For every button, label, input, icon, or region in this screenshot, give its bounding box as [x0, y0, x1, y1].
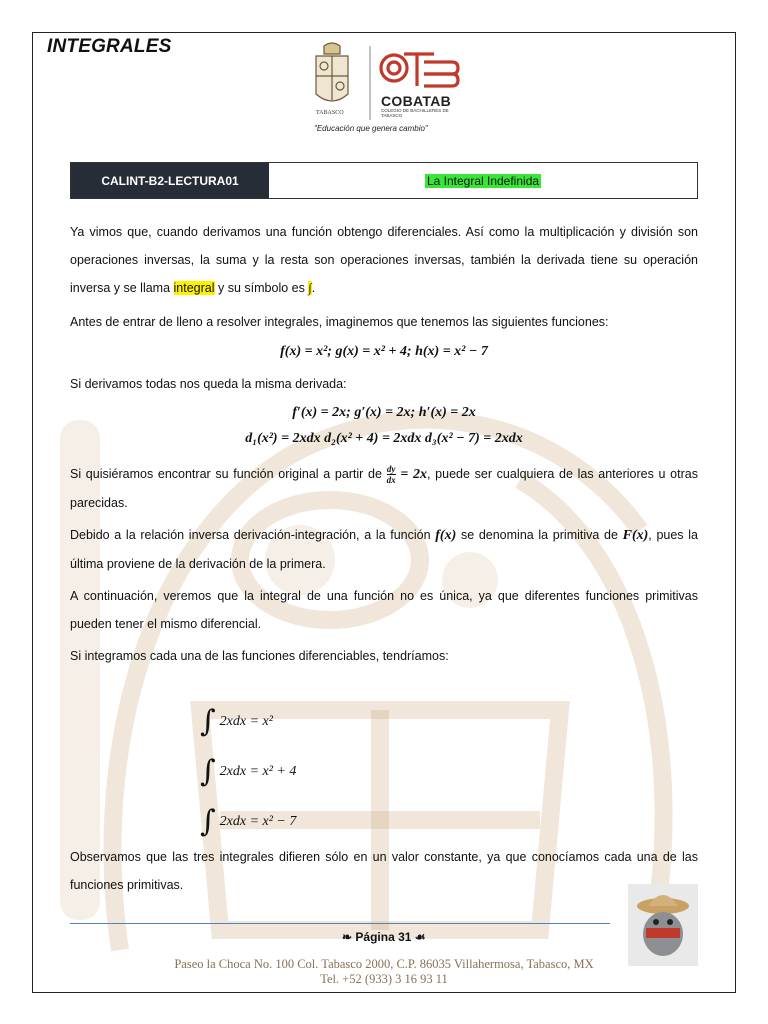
paragraph-original-function: [70, 460, 698, 517]
integral-sign-icon: ∫: [200, 804, 216, 839]
symbol-fx: f(x): [435, 528, 457, 543]
equation-functions: f(x) = x²; g(x) = x² + 4; h(x) = x² − 7: [280, 344, 488, 359]
fraction-numerator: dy: [386, 464, 396, 475]
lesson-body: [70, 218, 698, 670]
paragraph-primitive-text: Debido a la relación inversa derivación-integración, a la función: [70, 528, 431, 542]
logo-graphic: [312, 42, 462, 136]
integral-2: [200, 748, 297, 789]
mascot-image: [628, 884, 698, 966]
paragraph-intro-end: .: [311, 281, 316, 295]
integral-sign-icon: ∫: [200, 754, 216, 789]
lesson-code: CALINT-B2-LECTURA01: [71, 163, 269, 198]
paragraph-intro: [70, 218, 698, 302]
highlight-integral: integral: [173, 281, 215, 295]
ornament-right-icon: ☙: [411, 930, 426, 944]
symbol-Fx: F(x): [622, 528, 649, 543]
logo-brand-subtitle: COLEGIO DE BACHILLERES DE TABASCO: [381, 108, 449, 118]
equation-derivatives: f′(x) = 2x; g′(x) = 2x; h′(x) = 2x: [292, 405, 476, 420]
lesson-header-bar: [70, 162, 698, 199]
paragraph-functions: Antes de entrar de lleno a resolver integrales, imaginemos que tenemos las siguientes funciones:: [70, 315, 609, 329]
page-number-label: Página 31: [355, 930, 412, 944]
paragraph-primitive: [70, 521, 698, 578]
lesson-topic-cell: [269, 163, 697, 198]
footer-divider: [70, 923, 610, 924]
cobatab-logo: [312, 42, 462, 136]
lesson-topic: La Integral Indefinida: [426, 173, 540, 188]
logo-slogan: "Educación que genera cambio": [314, 124, 428, 133]
integral-3: [200, 798, 297, 839]
equation-2x: = 2x: [400, 467, 428, 482]
integral-3-expr: 2xdx = x² − 7: [219, 814, 297, 829]
paragraph-primitive-text-2: se denomina la primitiva de: [460, 528, 618, 542]
integral-symbol: ∫: [308, 281, 312, 295]
footer-phone: Tel. +52 (933) 3 16 93 11: [320, 972, 448, 986]
integral-1: [200, 698, 273, 739]
paragraph-derivatives: Si derivamos todas nos queda la misma derivada:: [70, 377, 347, 391]
fraction-denominator: dx: [386, 475, 396, 486]
logo-state-label: TABASCO: [316, 110, 344, 116]
paragraph-primitive-text-3: , pues la última proviene de la derivación de la primera.: [70, 528, 698, 571]
document-title: INTEGRALES: [47, 36, 172, 57]
paragraph-integrate: Si integramos cada una de las funciones diferenciables, tendríamos:: [70, 649, 449, 663]
paragraph-original-text: Si quisiéramos encontrar su función original a partir de: [70, 467, 382, 481]
paragraph-not-unique: A continuación, veremos que la integral de una función no es única, ya que diferentes funciones primitivas pueden tener el mismo diferencial.: [70, 589, 698, 631]
integral-sign-icon: ∫: [200, 704, 216, 739]
fraction-dy-dx: [387, 464, 396, 485]
ornament-left-icon: ❧: [342, 930, 356, 944]
paragraph-original-text-2: , puede ser cualquiera de las anteriores u otras parecidas.: [70, 467, 698, 510]
page-number: [342, 930, 426, 944]
paragraph-intro-text-2: y su símbolo es: [218, 281, 305, 295]
logo-brand-name: COBATAB: [381, 93, 452, 109]
paragraph-intro-text: Ya vimos que, cuando derivamos una función obtengo diferenciales. Así como la multiplicación y división son operaciones inversas, la suma y la resta son operaciones inversas, también la derivada tiene su operación inversa y se llama: [70, 225, 698, 295]
equation-differentials: d₁(x²) = 2xdx d₂(x² + 4) = 2xdx d₃(x² − 7) = 2xdx: [245, 431, 523, 446]
integral-1-expr: 2xdx = x²: [219, 714, 273, 729]
integral-2-expr: 2xdx = x² + 4: [219, 764, 297, 779]
footer-address: Paseo la Choca No. 100 Col. Tabasco 2000, C.P. 86035 Villahermosa, Tabasco, MX: [174, 957, 594, 971]
paragraph-conclusion: Observamos que las tres integrales difieren sólo en un valor constante, ya que conocíamos cada una de las funciones primitivas.: [70, 850, 698, 892]
